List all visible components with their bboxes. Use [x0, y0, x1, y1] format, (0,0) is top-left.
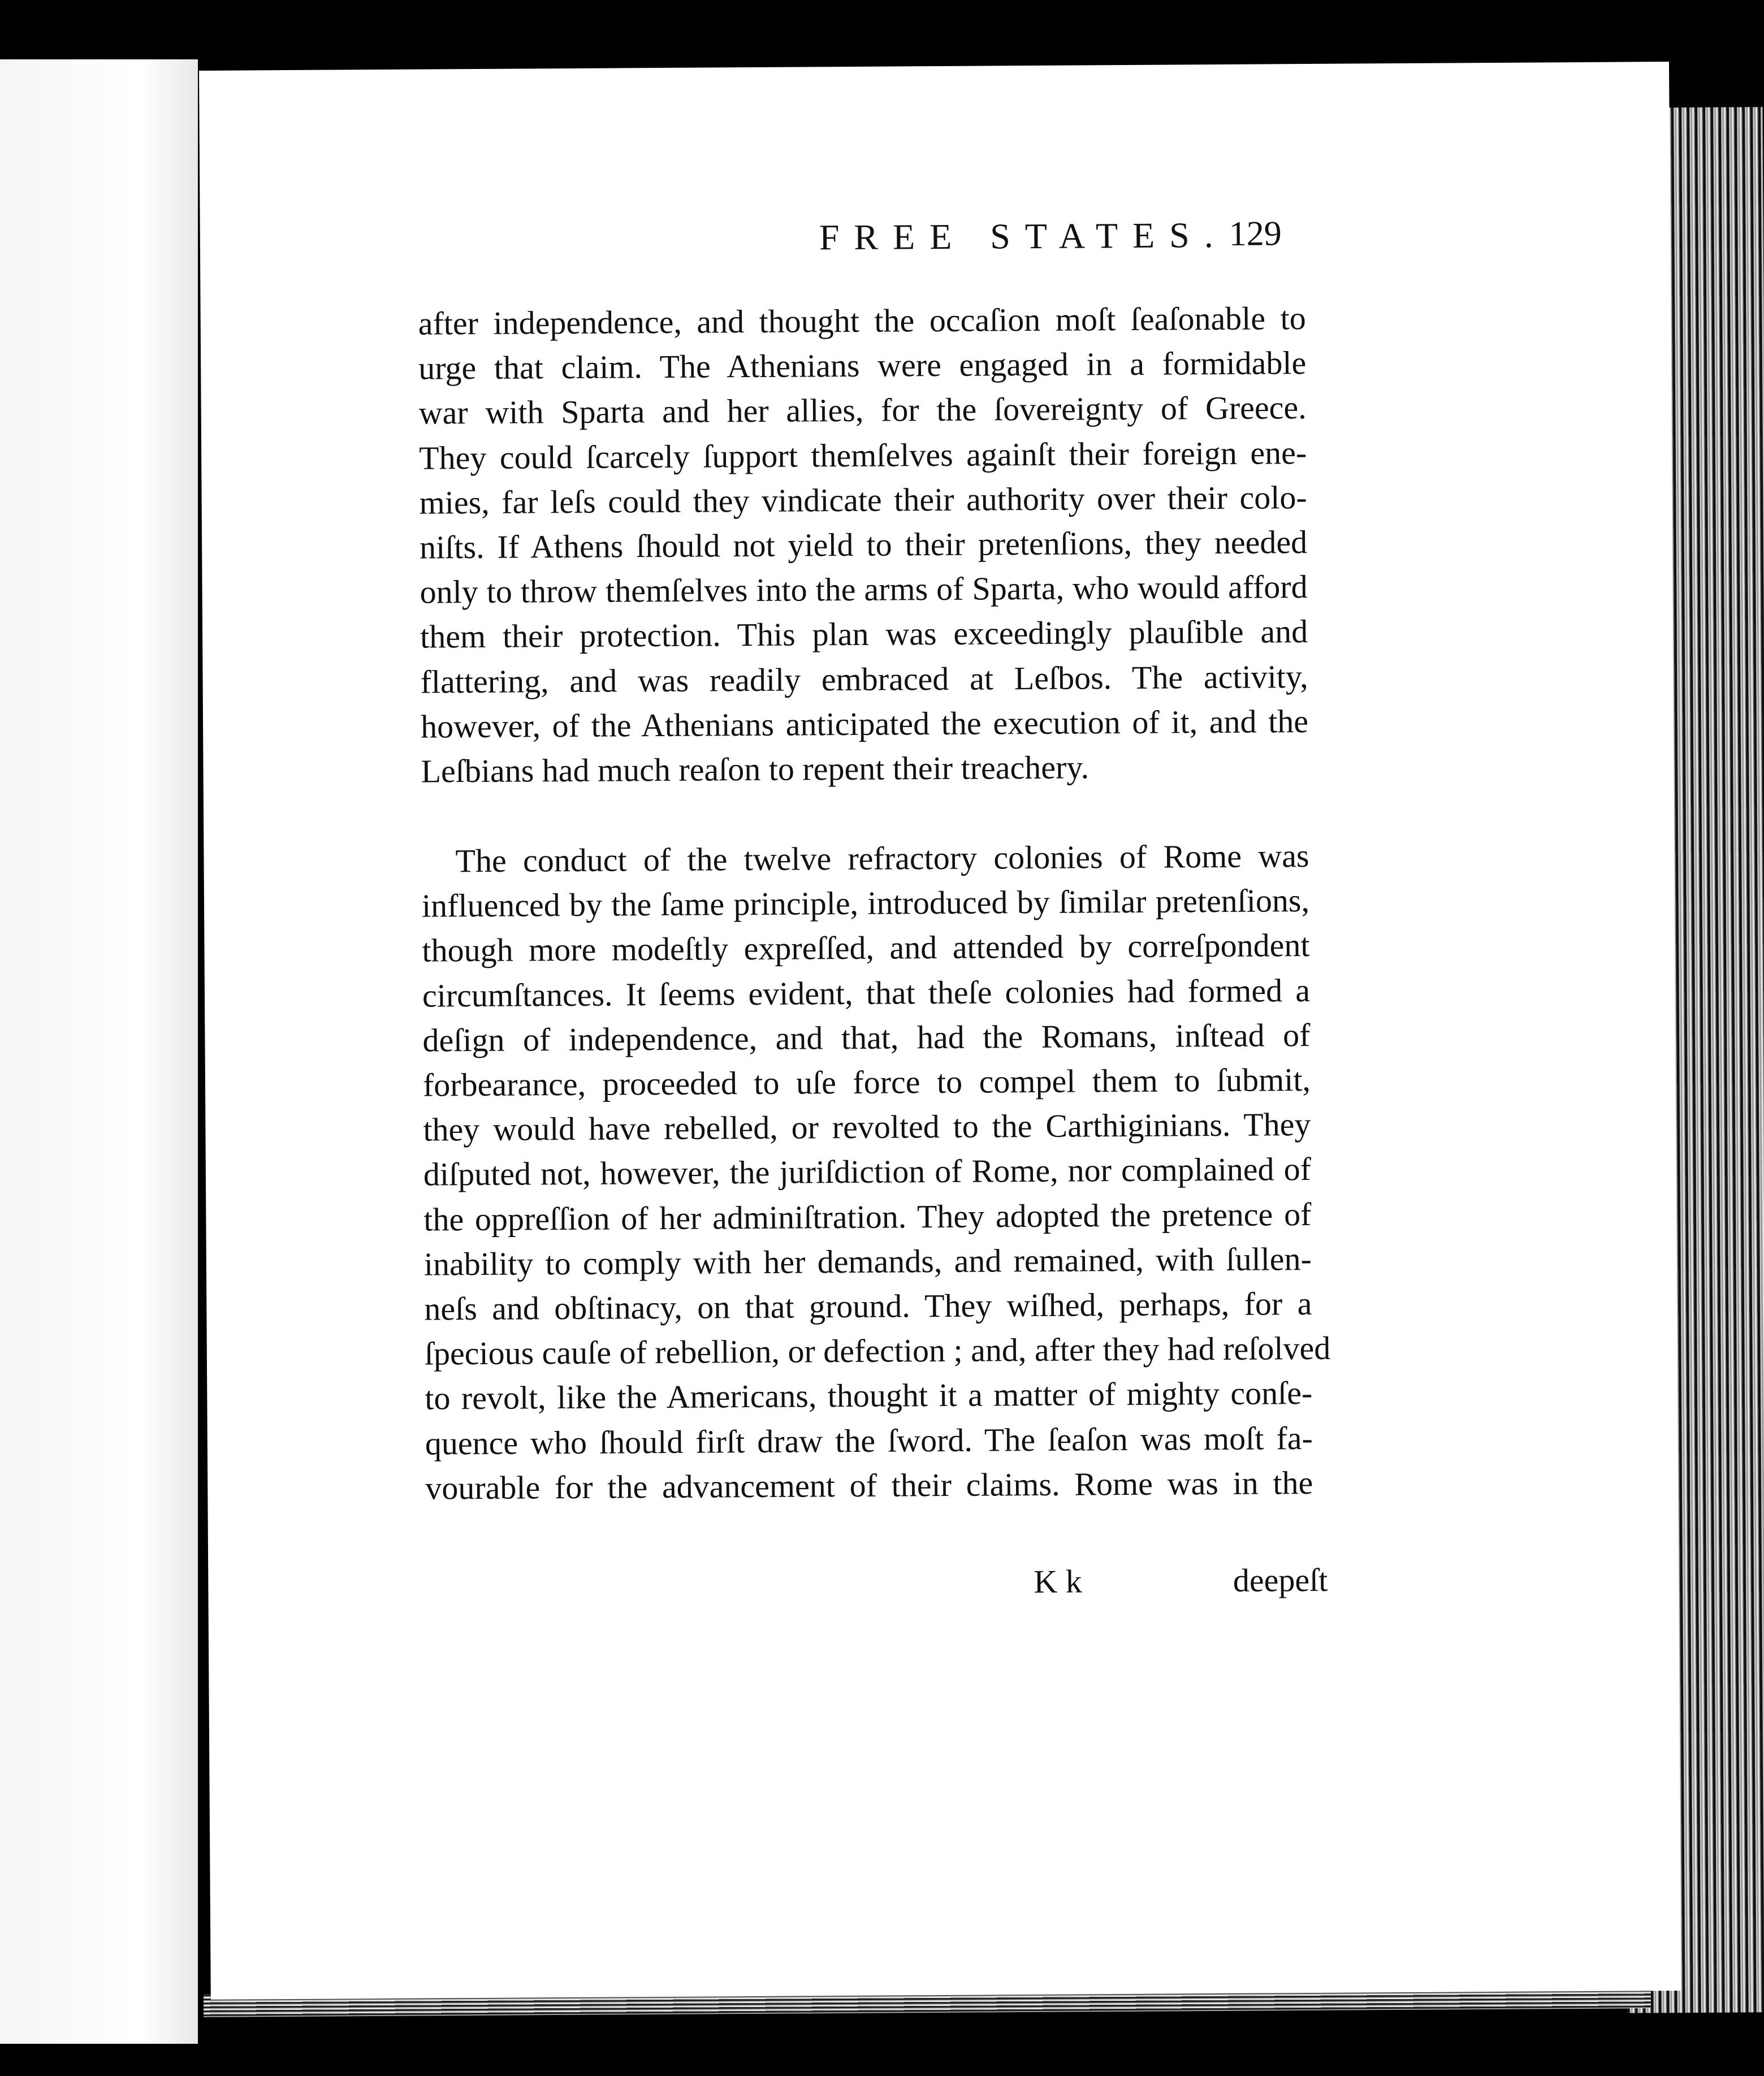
text-line: flattering, and was readily embraced at Leſbos. The activity, [420, 658, 1308, 700]
text-line: ſpecious cauſe of rebellion, or defection ; and, after they had reſolved [424, 1329, 1331, 1372]
text-line: The conduct of the twelve refractory colonies of Rome was [455, 837, 1309, 880]
paragraph-1 [418, 296, 1308, 794]
text-line: mies, far leſs could they vindicate their authority over their colo- [419, 478, 1307, 521]
text-line: though more modeſtly expreſſed, and attended by correſpondent [422, 927, 1310, 970]
paragraph-gap [421, 788, 1309, 839]
text-line: Leſbians had much reaſon to repent their treachery. [421, 749, 1089, 790]
page-footer [426, 1561, 1328, 1612]
catchword: deepeſt [1233, 1561, 1328, 1599]
text-line: them their protection. This plan was exceedingly plauſible and [420, 613, 1308, 655]
text-line: they would have rebelled, or revolted to the Carthiginians. They [423, 1106, 1311, 1148]
text-line: They could ſcarcely ſupport themſelves againſt their foreign ene- [418, 434, 1307, 477]
page-header [200, 211, 1671, 283]
right-page [199, 62, 1681, 2000]
text-line: influenced by the ſame principle, introduced by ſimilar pretenſions, [421, 882, 1310, 924]
text-line: after independence, and thought the occaſion moſt ſeaſonable to [418, 300, 1306, 342]
text-line: neſs and obſtinacy, on that ground. They wiſhed, perhaps, for a [424, 1284, 1312, 1327]
page-number: 129 [1229, 214, 1282, 253]
left-page [0, 59, 198, 2044]
text-line: quence who ſhould firſt draw the ſword. The ſeaſon was moſt fa- [425, 1419, 1313, 1462]
text-line: the oppreſſion of her adminiſtration. They adopted the pretence of [423, 1195, 1312, 1238]
text-line: urge that claim. The Athenians were engaged in a formidable [418, 344, 1307, 387]
text-line: circumſtances. It ſeems evident, that theſe colonies had formed a [422, 971, 1311, 1014]
body-text [418, 296, 1331, 1510]
text-line: inability to comply with her demands, and remained, with ſullen- [423, 1240, 1312, 1283]
text-line: war with Sparta and her allies, for the ſovereignty of Greece. [418, 389, 1307, 432]
paragraph-2 [421, 833, 1331, 1510]
text-line: forbearance, proceeded to uſe force to compel them to ſubmit, [422, 1061, 1311, 1104]
text-line: niſts. If Athens ſhould not yield to their pretenſions, they needed [419, 523, 1308, 566]
text-line: diſputed not, however, the juriſdiction of Rome, nor complained of [423, 1151, 1312, 1193]
running-title: FREE STATES. [819, 214, 1228, 258]
text-line: vourable for the advancement of their claims. Rome was in the [425, 1464, 1313, 1507]
text-line: however, of the Athenians anticipated the execution of it, and the [420, 702, 1309, 745]
text-line: to revolt, like the Americans, thought it a matter of mighty conſe- [425, 1374, 1313, 1417]
text-line: deſign of independence, and that, had the Romans, inſtead of [422, 1016, 1311, 1059]
signature-mark: K k [1034, 1563, 1082, 1601]
text-line: only to throw themſelves into the arms of Sparta, who would afford [420, 568, 1308, 611]
